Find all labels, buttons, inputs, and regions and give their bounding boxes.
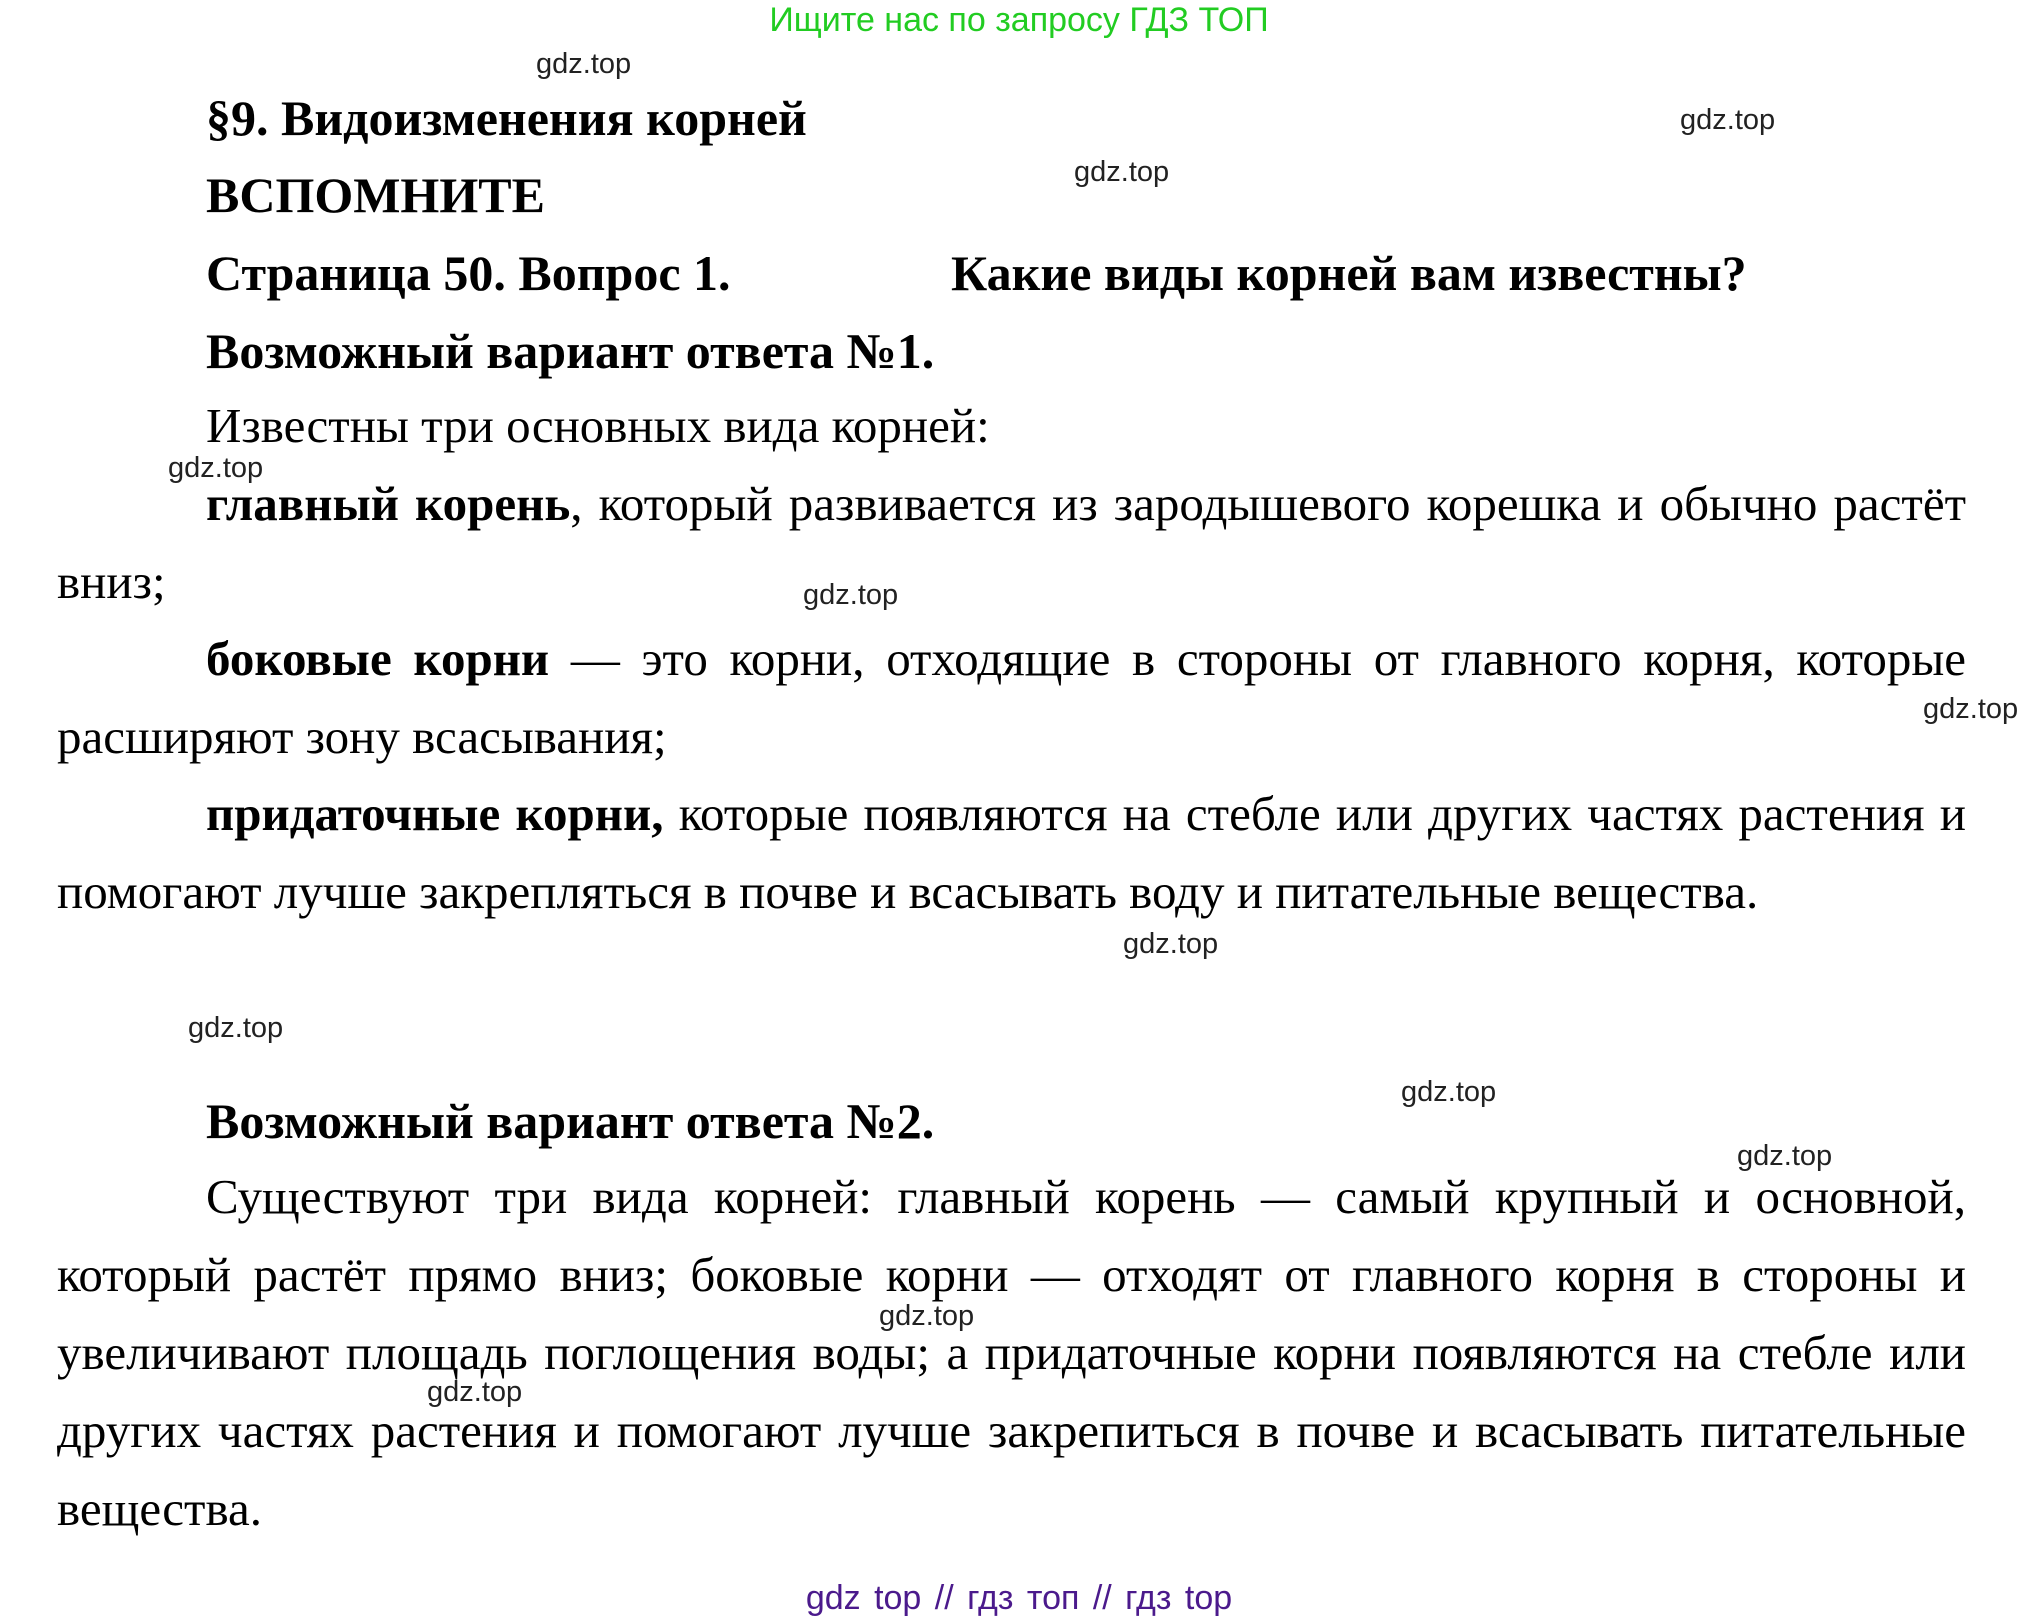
watermark: gdz.top	[1074, 156, 1170, 188]
watermark: gdz.top	[1123, 928, 1219, 960]
watermark: gdz.top	[803, 579, 899, 611]
watermark: gdz.top	[536, 48, 632, 80]
watermark: gdz.top	[1401, 1076, 1497, 1108]
watermark: gdz.top	[1923, 693, 2019, 725]
watermark: gdz.top	[427, 1376, 523, 1408]
answer1-heading: Возможный вариант ответа №1.	[206, 323, 935, 379]
definition: — это корни, отходящие в стороны от главного корня, которые расширяют зону всасывания;	[57, 631, 1966, 764]
watermark: gdz.top	[879, 1300, 975, 1332]
term: придаточные корни,	[206, 786, 664, 841]
question-ref: Страница 50. Вопрос 1.	[206, 245, 731, 301]
footer-links: gdz top // гдз топ // гдз top	[805, 1579, 1233, 1617]
question-text: Какие виды корней вам известны?	[951, 245, 1747, 301]
term: главный корень	[206, 476, 571, 531]
term: боковые корни	[206, 631, 550, 686]
answer1-intro: Известны три основных вида корней:	[206, 398, 990, 453]
page-title: §9. Видоизменения корней	[206, 90, 807, 146]
definition: которые появляются на стебле или других частях растения и помогают лучше закрепляться в почве и всасывать воду и питательные вещества.	[57, 786, 1966, 919]
watermark: gdz.top	[188, 1012, 284, 1044]
search-banner: Ищите нас по запросу ГДЗ ТОП	[769, 1, 1269, 39]
answer2-heading: Возможный вариант ответа №2.	[206, 1093, 935, 1149]
answer1-item-adventitious-roots	[57, 775, 1966, 931]
watermark: gdz.top	[168, 452, 264, 484]
definition: , который развивается из зародышевого корешка и обычно растёт вниз;	[57, 476, 1966, 609]
answer1-item-main-root	[57, 465, 1966, 621]
answer2-text: Существуют три вида корней: главный корень — самый крупный и основной, который растёт прямо вниз; боковые корни — отходят от главного корня в стороны и увеличивают площадь поглощения воды; а придаточные корни появляются на стебле или других частях растения и помогают лучше закрепиться в почве и всасывать питательные вещества.	[57, 1169, 1966, 1536]
watermark: gdz.top	[1680, 104, 1776, 136]
section-heading: ВСПОМНИТЕ	[206, 167, 545, 223]
watermark: gdz.top	[1737, 1140, 1833, 1172]
answer1-item-lateral-roots	[57, 620, 1966, 776]
